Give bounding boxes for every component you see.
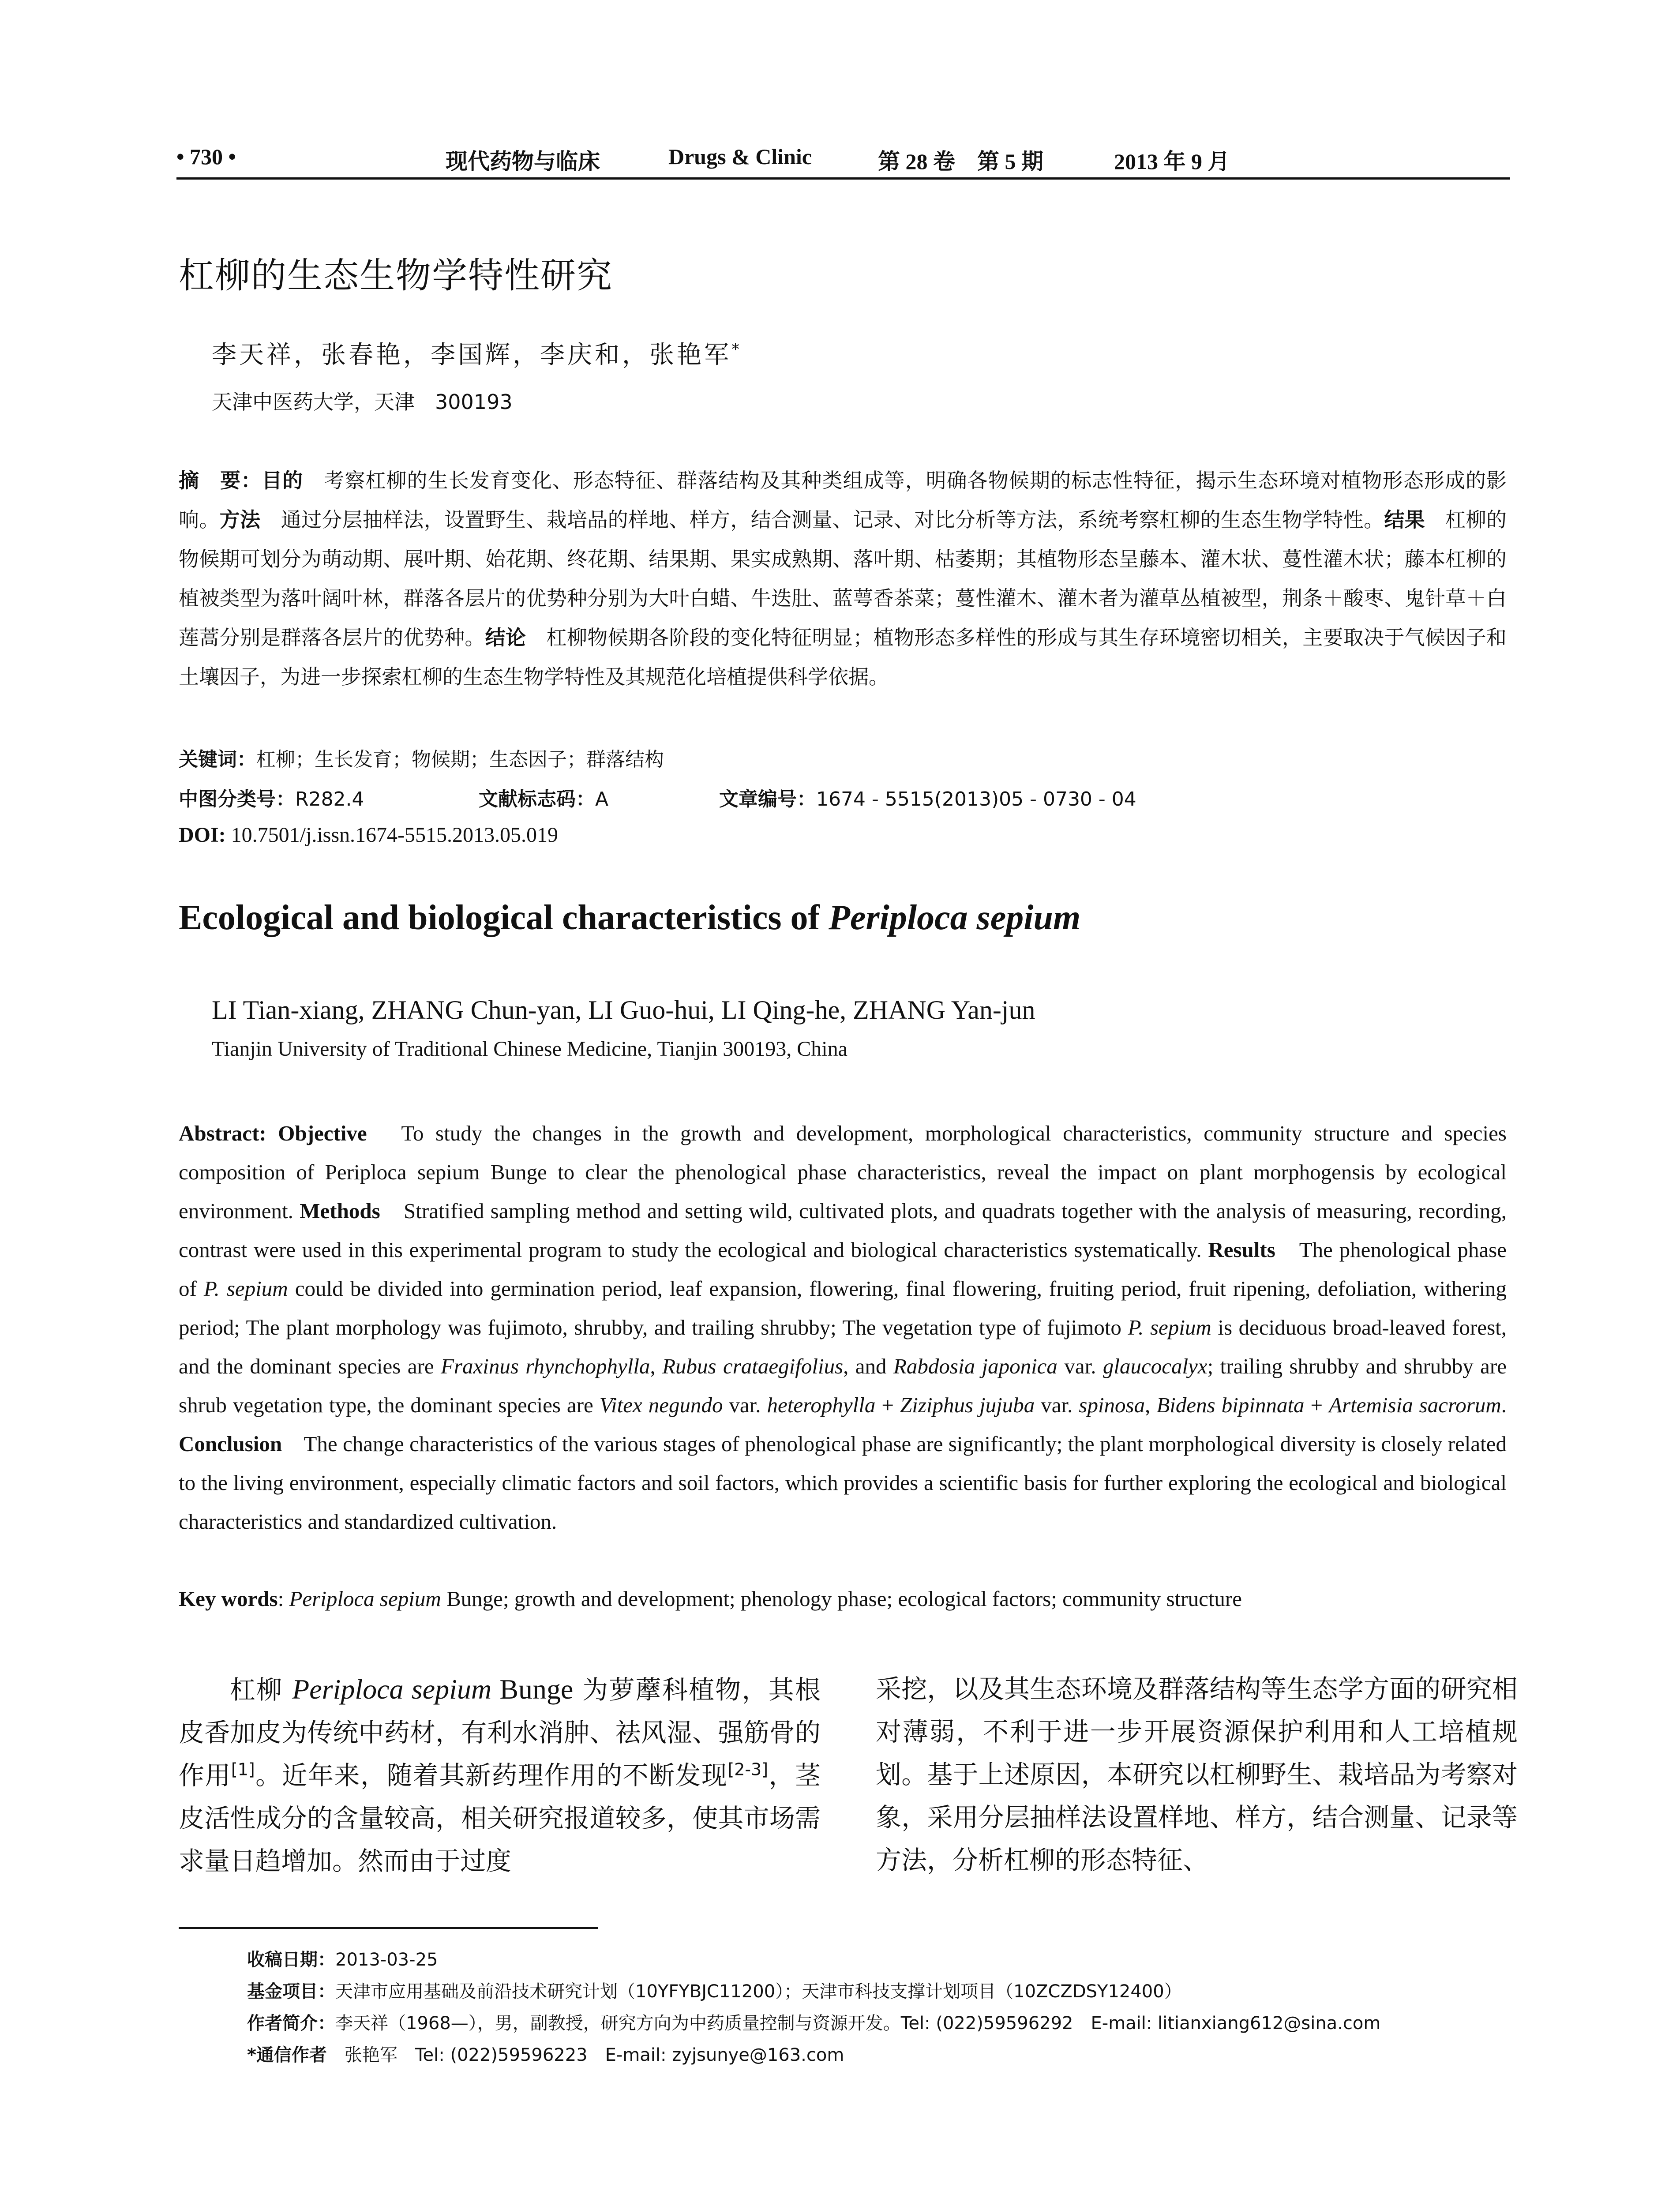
- article-title-en: [179, 898, 1080, 938]
- var-label: var.: [1057, 1354, 1103, 1378]
- abstract-en-label: Abstract: Objective: [179, 1121, 367, 1145]
- species-name: spinosa: [1079, 1393, 1145, 1417]
- keywords-cn: [179, 743, 664, 772]
- affiliation-cn: 天津中医药大学，天津 300193: [212, 390, 513, 414]
- authors-en: LI Tian-xiang, ZHANG Chun-yan, LI Guo-hui, LI Qing-he, ZHANG Yan-jun: [212, 995, 1035, 1024]
- species-name: P. sepium: [203, 1276, 288, 1301]
- author-bio-text: 李天祥（1968—），男，副教授，研究方向为中药质量控制与资源开发。Tel: (022)59596292 E-mail: litianxiang612@sina.com: [335, 2013, 1381, 2033]
- body-text: 为萝藦科植物，其根皮香加皮为传统中药材，有利水消肿、祛风湿、强筋骨的作用: [179, 1675, 821, 1790]
- body-text: 。近年来，随着其新药理作用的不断发现: [255, 1760, 728, 1790]
- abstract-cn-label: 摘 要：: [179, 469, 262, 492]
- species-name: Periploca sepium: [292, 1673, 492, 1705]
- doi: [179, 823, 558, 847]
- results-text-en: The phenological phase of: [179, 1238, 1507, 1301]
- article-number-label: 文章编号：: [719, 788, 816, 810]
- journal-name-en: Drugs & Clinic: [668, 144, 812, 169]
- results-text-cn: 杠柳的物候期可划分为萌动期、展叶期、始花期、终花期、结果期、果实成熟期、落叶期、枯萎期；其植物形态呈藤本、灌木状、蔓性灌木状；藤本杠柳的植被类型为落叶阔叶林，群落各层片的优势种分别为大叶白蜡、牛迭肚、蓝萼香茶菜；蔓性灌木、灌木者为灌草丛植被型，荆条＋酸枣、鬼针草＋白莲蒿分别是群落各层片的优势种。: [179, 508, 1507, 649]
- running-header: [176, 140, 1508, 173]
- document-code: [479, 783, 608, 811]
- footnote-funding: [247, 1977, 1182, 2003]
- keywords-en-species: Periploca sepium: [289, 1587, 441, 1611]
- document-code-label: 文献标志码：: [479, 788, 595, 810]
- abstract-cn: [179, 461, 1507, 697]
- document-code-value: A: [595, 788, 609, 810]
- species-name: P. sepium: [1128, 1315, 1211, 1339]
- clc-code: [179, 788, 364, 810]
- body-text: 杠柳: [230, 1675, 292, 1705]
- funding-label: 基金项目：: [247, 1981, 335, 2002]
- results-label-cn: 结果: [1384, 508, 1425, 532]
- footnote-corresponding: [247, 2041, 844, 2066]
- classification-line: [179, 783, 1136, 811]
- keywords-en-colon: :: [278, 1587, 289, 1611]
- issue-date: 2013 年 9 月: [1114, 149, 1230, 174]
- species-name: Rubus crataegifolius: [662, 1354, 844, 1378]
- doi-value[interactable]: 10.7501/j.issn.1674-5515.2013.05.019: [225, 823, 559, 847]
- footnote-author: [247, 2009, 1380, 2034]
- keywords-en-text: Bunge; growth and development; phenology phase; ecological factors; community structure: [441, 1587, 1242, 1611]
- citation-ref[interactable]: [1]: [231, 1760, 255, 1779]
- corresponding-text: 张艳军 Tel: (022)59596223 E-mail: zyjsunye@163.com: [326, 2045, 844, 2065]
- keywords-cn-text: 杠柳；生长发育；物候期；生态因子；群落结构: [256, 748, 664, 771]
- species-name: Artemisia sacrorum: [1329, 1393, 1501, 1417]
- methods-text-cn: 通过分层抽样法，设置野生、栽培品的样地、样方，结合测量、记录、对比分析等方法，系统考察杠柳的生态生物学特性。: [260, 508, 1384, 532]
- received-label: 收稿日期：: [247, 1950, 335, 1970]
- results-text-en: could be divided into germination period, leaf expansion, flowering, final flowering, fruiting period, fruit ripening, defoliation, withering period; The plant morphology was fujimoto, shrubby, and trailing shrubby; The vegetation type of fujimoto: [179, 1276, 1507, 1339]
- doi-label: DOI:: [179, 823, 226, 847]
- species-name: Fraxinus rhynchophylla: [440, 1354, 650, 1378]
- author-bio-label: 作者简介：: [247, 2013, 335, 2033]
- volume-issue: 第 28 卷 第 5 期: [878, 149, 1043, 174]
- authors-cn-names: 李天祥，张春艳，李国辉，李庆和，张艳军: [212, 341, 731, 369]
- funding-text: 天津市应用基础及前沿技术研究计划（10YFYBJC11200）；天津市科技支撑计划项目（10ZCZDSY12400）: [335, 1981, 1182, 2002]
- separator: +: [1304, 1393, 1329, 1417]
- article-number-value: 1674 - 5515(2013)05 - 0730 - 04: [816, 788, 1136, 810]
- keywords-cn-label: 关键词：: [179, 748, 256, 771]
- methods-label-en: Methods: [300, 1199, 380, 1223]
- title-en-main: Ecological and biological characteristics of: [179, 898, 829, 937]
- separator: .: [1501, 1393, 1507, 1417]
- footnote-received: [247, 1946, 438, 1971]
- page-number: • 730 •: [176, 144, 236, 169]
- var-label: var.: [1035, 1393, 1079, 1417]
- objective-text-en: To study the changes in the growth and development, morphological characteristics, community structure and species composition of Periploca sepium Bunge to clear the phenological phase characteristics, reveal the impact on plant morphogensis by ecological environment.: [179, 1121, 1507, 1223]
- species-name: Ziziphus jujuba: [900, 1393, 1035, 1417]
- species-name: glaucocalyx: [1102, 1354, 1208, 1378]
- clc-value: R282.4: [295, 788, 364, 810]
- separator: +: [875, 1393, 900, 1417]
- received-date: 2013-03-25: [335, 1950, 438, 1970]
- corresponding-label: *通信作者: [247, 2045, 327, 2065]
- conclusion-text-en: The change characteristics of the various stages of phenological phase are significantly; the plant morphological diversity is closely related to the living environment, especially climatic factors and soil factors, which provides a scientific basis for further exploring the ecological and biological characteristics and standardized cultivation.: [179, 1432, 1507, 1534]
- keywords-en-label: Key words: [179, 1587, 278, 1611]
- title-en-species: Periploca sepium: [829, 898, 1081, 937]
- results-text-en: is deciduous broad-leaved forest, and the dominant species are: [179, 1315, 1507, 1378]
- conclusion-label-cn: 结论: [485, 626, 526, 649]
- species-name: Bidens bipinnata: [1156, 1393, 1305, 1417]
- methods-text-en: Stratified sampling method and setting wild, cultivated plots, and quadrats together with the analysis of measuring, recording, contrast were used in this experimental program to study the ecological and biological characteristics systematically.: [179, 1199, 1507, 1262]
- citation-ref[interactable]: [2-3]: [728, 1760, 769, 1779]
- body-column-left: [179, 1668, 821, 1883]
- separator: ,: [1145, 1393, 1157, 1417]
- var-label: var.: [723, 1393, 767, 1417]
- objective-label-cn: 目的: [262, 469, 304, 492]
- clc-label: 中图分类号：: [179, 788, 295, 810]
- article-number: [719, 783, 1136, 811]
- journal-name-cn: 现代药物与临床: [446, 149, 600, 174]
- separator: ,: [650, 1354, 663, 1378]
- keywords-en: [179, 1586, 1242, 1611]
- authority-name: Bunge: [491, 1673, 574, 1705]
- objective-text-cn: 考察杠柳的生长发育变化、形态特征、群落结构及其种类组成等，明确各物候期的标志性特征，揭示生态环境对植物形态形成的影响。: [179, 469, 1507, 532]
- corresponding-mark: *: [731, 340, 742, 359]
- article-title-cn: 杠柳的生态生物学特性研究: [179, 255, 613, 296]
- species-name: Rabdosia japonica: [893, 1354, 1058, 1378]
- body-column-right: 采挖，以及其生态环境及群落结构等生态学方面的研究相对薄弱，不利于进一步开展资源保护利用和人工培植规划。基于上述原因，本研究以杠柳野生、栽培品为考察对象，采用分层抽样法设置样地、样方，结合测量、记录等方法，分析杠柳的形态特征、: [876, 1674, 1518, 1875]
- results-label-en: Results: [1208, 1238, 1275, 1262]
- conclusion-label-en: Conclusion: [179, 1432, 282, 1456]
- affiliation-en: Tianjin University of Traditional Chinese Medicine, Tianjin 300193, China: [212, 1037, 848, 1061]
- species-name: heterophylla: [767, 1393, 876, 1417]
- authors-cn: [212, 335, 742, 371]
- footnote-rule: [179, 1927, 598, 1929]
- body-text: ，茎皮活性成分的含量较高，相关研究报道较多，使其市场需求量日趋增加。然而由于过度: [179, 1760, 821, 1876]
- conclusion-text-cn: 杠柳物候期各阶段的变化特征明显；植物形态多样性的形成与其生存环境密切相关，主要取决于气候因子和土壤因子，为进一步探索杠柳的生态生物学特性及其规范化培植提供科学依据。: [179, 626, 1507, 689]
- separator: , and: [843, 1354, 893, 1378]
- header-rule: [176, 177, 1510, 180]
- abstract-en: [179, 1114, 1507, 1541]
- results-text-en: ; trailing shrubby and shrubby are shrub vegetation type, the dominant species are: [179, 1354, 1507, 1417]
- methods-label-cn: 方法: [219, 508, 261, 532]
- species-name: Vitex negundo: [599, 1393, 723, 1417]
